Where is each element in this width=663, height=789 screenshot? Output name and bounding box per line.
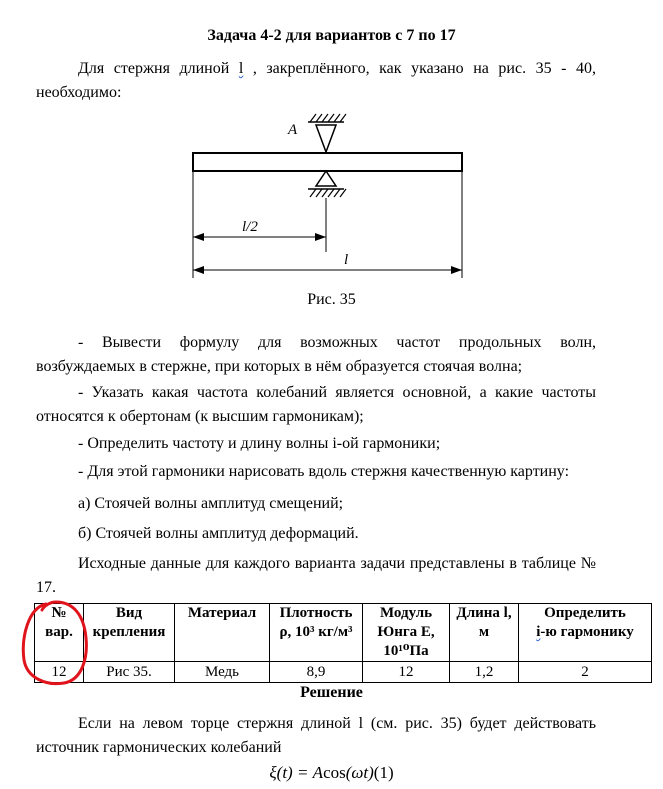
- formula-arg: (ωt): [345, 763, 374, 782]
- point-a-label: A: [288, 122, 298, 138]
- solution-heading: Решение: [300, 684, 363, 701]
- length-symbol: l: [238, 60, 244, 77]
- annotation-stroke: [23, 602, 86, 684]
- header-harmonic-prefix: Определить: [544, 605, 626, 621]
- table-header-row: [35, 604, 652, 662]
- header-harmonic-suffix: -ю гармонику: [540, 624, 634, 640]
- half-length-arrow-left: [193, 233, 204, 241]
- problem-title: Задача 4-2 для вариантов с 7 по 17: [207, 27, 456, 44]
- cell-num: 12: [35, 662, 84, 683]
- intro-text-before: Для стержня длиной: [78, 60, 239, 77]
- formula-1: [0, 763, 663, 783]
- rod: [193, 153, 462, 171]
- solution-text: Если на левом торце стержня длиной l (см. рис. 35) будет действовать источник гармонических колебаний: [36, 715, 596, 756]
- task-1: - Вывести формулу для возможных частот продольных волн, возбуждаемых в стержне, при которых в нём образуется стоячая волна;: [36, 334, 596, 375]
- intro-text-after: , закреплённого, как указано на рис. 35 - 40, необходимо:: [36, 60, 596, 101]
- top-support-hatch: [310, 114, 346, 122]
- task-4b: б) Стоячей волны амплитуд деформаций.: [78, 525, 359, 542]
- rod-diagram: [180, 112, 480, 288]
- task-4: - Для этой гармоники нарисовать вдоль стержня качественную картину:: [78, 463, 570, 480]
- header-harmonic: [519, 604, 652, 662]
- bottom-support-triangle: [316, 171, 336, 186]
- figure-caption: Рис. 35: [307, 291, 356, 308]
- table-intro: Исходные данные для каждого варианта задачи представлены в таблице № 17.: [36, 555, 596, 596]
- formula-lhs: ξ(t) = A: [269, 763, 324, 782]
- header-mount: Вид крепления: [84, 604, 175, 662]
- header-material: Материал: [175, 604, 270, 662]
- header-modulus: Модуль Юнга E, 10¹⁰Па: [363, 604, 450, 662]
- table-row: [35, 662, 652, 683]
- half-length-label: l/2: [242, 219, 258, 235]
- task-3: - Определить частоту и длину волны i-ой гармоники;: [78, 435, 441, 452]
- half-length-arrow-right: [315, 233, 326, 241]
- header-density: Плотность ρ, 10³ кг/м³: [270, 604, 363, 662]
- variant-table: [34, 603, 652, 683]
- header-num: № вар.: [35, 604, 84, 662]
- cell-material: Медь: [175, 662, 270, 683]
- bottom-support-hatch: [310, 189, 346, 197]
- formula-func: cos: [323, 763, 346, 782]
- length-arrow-left: [193, 266, 204, 274]
- length-arrow-right: [451, 266, 462, 274]
- cell-mount: Рис 35.: [84, 662, 175, 683]
- cell-modulus: 12: [363, 662, 450, 683]
- cell-length: 1,2: [450, 662, 519, 683]
- header-length: Длина l, м: [450, 604, 519, 662]
- red-circle-annotation: [16, 598, 94, 688]
- formula-number: (1): [373, 763, 394, 782]
- top-support-triangle: [316, 125, 336, 152]
- length-label: l: [344, 252, 349, 268]
- header-harmonic-symbol: i: [536, 624, 541, 640]
- cell-density: 8,9: [270, 662, 363, 683]
- intro-paragraph: [36, 57, 596, 105]
- task-2: - Указать какая частота колебаний является основной, а какие частоты относятся к обертонам (к высшим гармоникам);: [36, 384, 596, 425]
- cell-harmonic: 2: [519, 662, 652, 683]
- task-4a: а) Стоячей волны амплитуд смещений;: [78, 495, 344, 512]
